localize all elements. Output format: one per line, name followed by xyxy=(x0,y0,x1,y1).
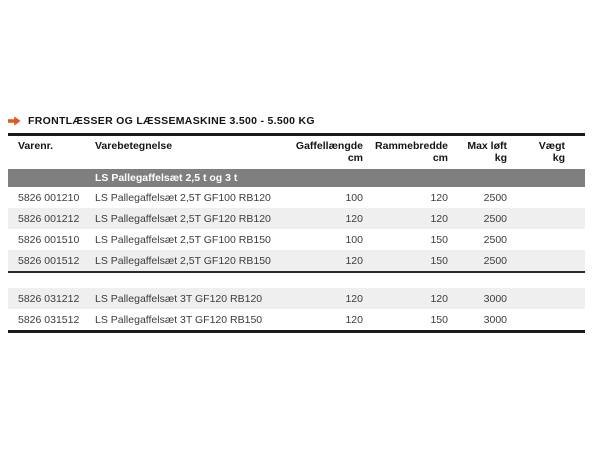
cell: 2500 xyxy=(483,191,507,204)
section-title-row xyxy=(8,113,585,129)
cell: 3000 xyxy=(483,313,507,326)
page-title: FRONTLÆSSER OG LÆSSEMASKINE 3.500 - 5.500 KG xyxy=(28,115,315,127)
orange-right-arrow-icon xyxy=(8,116,21,126)
table-row xyxy=(8,187,585,208)
column-header-rammebredde: Rammebredde cm xyxy=(375,140,448,164)
cell: 3000 xyxy=(483,292,507,305)
cell: 2500 xyxy=(483,212,507,225)
table-header-row xyxy=(8,136,585,169)
table-row xyxy=(8,309,585,330)
cell: 150 xyxy=(430,233,448,246)
bottom-rule xyxy=(8,330,585,333)
cell: LS Pallegaffelsæt 2,5T GF120 RB120 xyxy=(95,212,271,225)
column-header-gaffell-ngde: Gaffellængde cm xyxy=(295,140,363,164)
table-row xyxy=(8,229,585,250)
cell: 120 xyxy=(345,313,363,326)
cell: 150 xyxy=(430,254,448,267)
table-row xyxy=(8,208,585,229)
cell: 120 xyxy=(345,254,363,267)
cell: 2500 xyxy=(483,254,507,267)
group-header-band: LS Pallegaffelsæt 2,5 t og 3 t xyxy=(8,169,585,187)
column-header-v-gt: Vægt kg xyxy=(538,140,565,164)
column-header-varebetegnelse: Varebetegnelse xyxy=(95,140,173,152)
cell: 150 xyxy=(430,313,448,326)
catalog-sheet xyxy=(8,113,585,333)
cell: 5826 001212 xyxy=(18,212,80,225)
cell: 5826 001510 xyxy=(18,233,80,246)
column-header-max-l-ft: Max løft kg xyxy=(467,140,507,164)
table-row xyxy=(8,250,585,271)
cell: 5826 031512 xyxy=(18,313,80,326)
group-2-rows xyxy=(8,288,585,330)
cell: 5826 001210 xyxy=(18,191,80,204)
table-row xyxy=(8,288,585,309)
group-1-rows xyxy=(8,187,585,271)
cell: 120 xyxy=(430,191,448,204)
cell: 2500 xyxy=(483,233,507,246)
cell: 120 xyxy=(430,212,448,225)
cell: LS Pallegaffelsæt 2,5T GF100 RB120 xyxy=(95,191,271,204)
cell: LS Pallegaffelsæt 2,5T GF100 RB150 xyxy=(95,233,271,246)
cell: 5826 031212 xyxy=(18,292,80,305)
column-header-varenr-: Varenr. xyxy=(18,140,54,152)
cell: 120 xyxy=(430,292,448,305)
cell: LS Pallegaffelsæt 2,5T GF120 RB150 xyxy=(95,254,271,267)
cell: 120 xyxy=(345,292,363,305)
cell: 100 xyxy=(345,191,363,204)
cell: LS Pallegaffelsæt 3T GF120 RB120 xyxy=(95,292,263,305)
group-gap xyxy=(8,273,585,288)
cell: 120 xyxy=(345,212,363,225)
cell: 5826 001512 xyxy=(18,254,80,267)
cell: LS Pallegaffelsæt 3T GF120 RB150 xyxy=(95,313,263,326)
cell: 100 xyxy=(345,233,363,246)
